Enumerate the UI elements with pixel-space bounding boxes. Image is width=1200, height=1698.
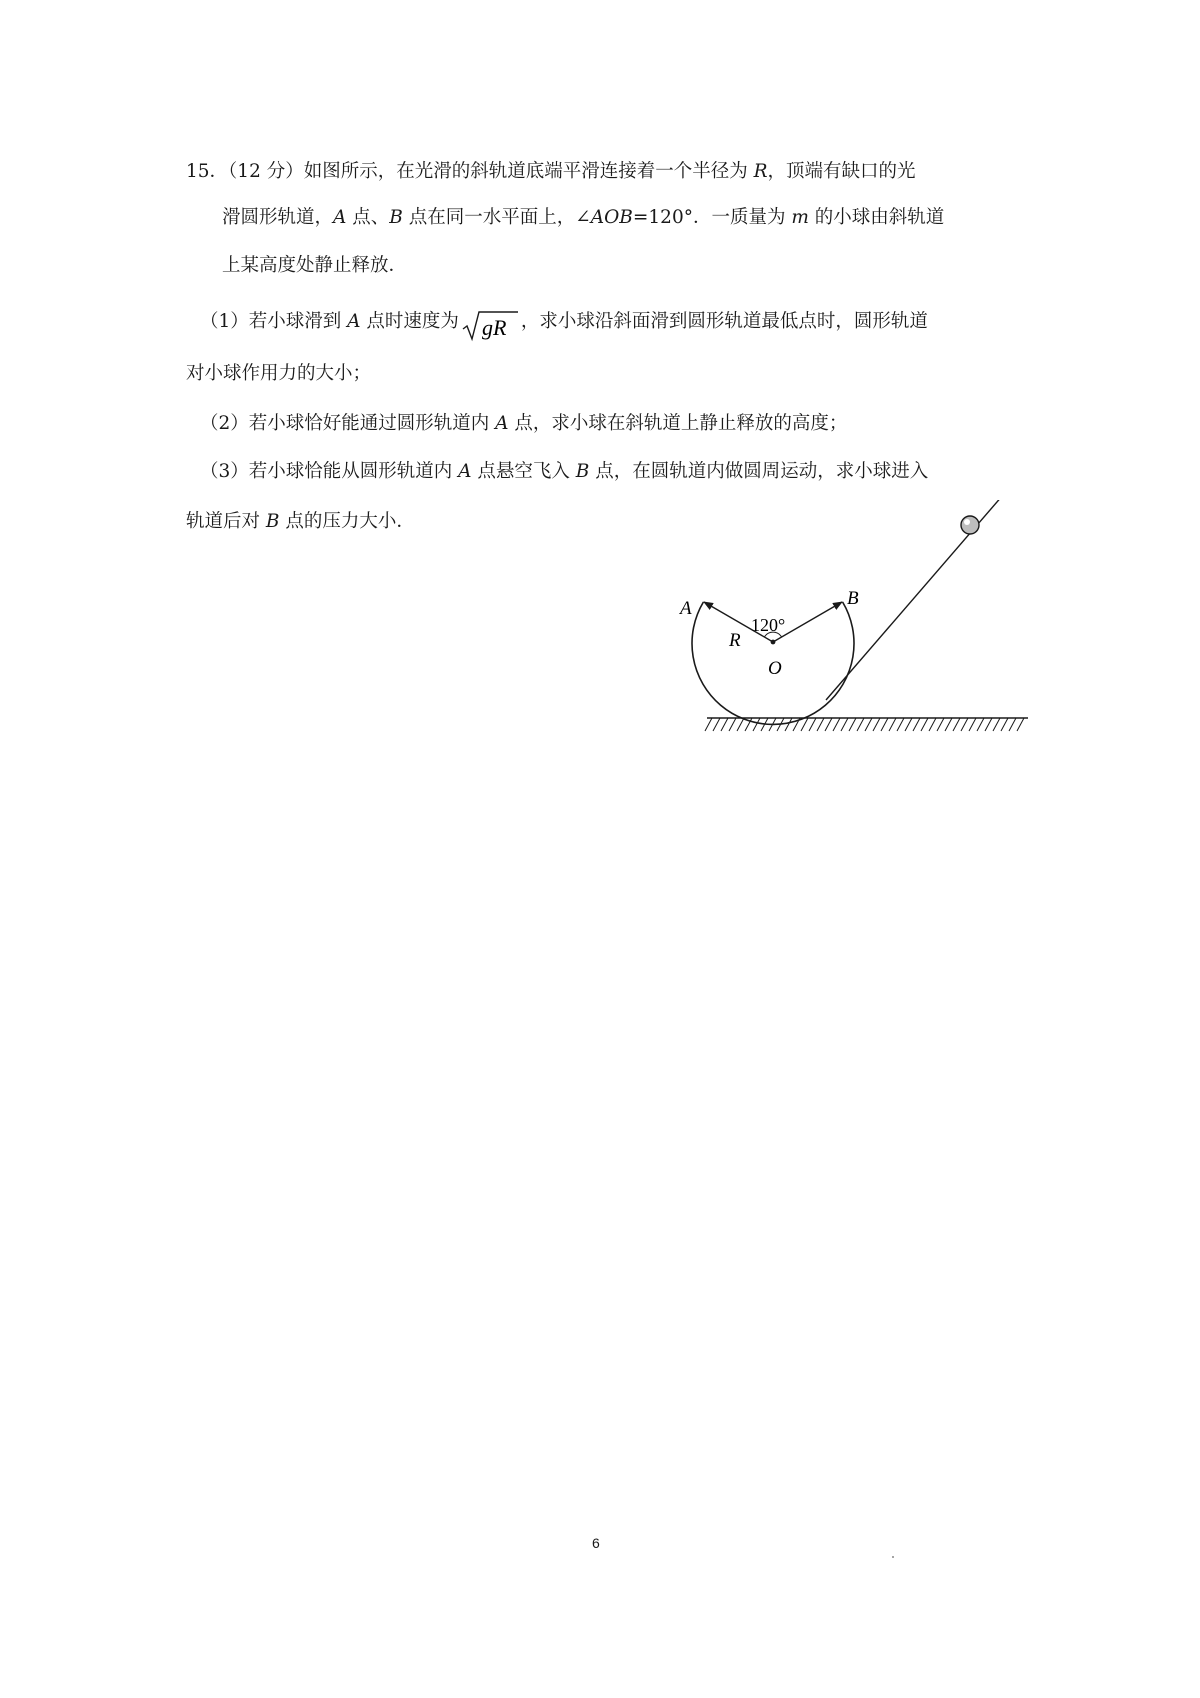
ground-hatch-mark bbox=[705, 718, 712, 731]
problem-number: 15． bbox=[186, 161, 229, 182]
question-2-line bbox=[200, 410, 847, 438]
q2-text: 点，求小球在斜轨道上静止释放的高度； bbox=[508, 413, 848, 434]
ground-hatch-mark bbox=[929, 718, 936, 731]
ground-hatch-mark bbox=[753, 718, 760, 731]
var-A: A bbox=[458, 461, 472, 482]
q3-text: （3）若小球恰能从圆形轨道内 bbox=[200, 461, 459, 482]
ground-hatch-mark bbox=[873, 718, 880, 731]
ground-hatch-mark bbox=[993, 718, 1000, 731]
page-number: 6 bbox=[592, 1535, 600, 1551]
q3-text: 轨道后对 bbox=[186, 511, 266, 532]
question-1-line-2 bbox=[186, 360, 371, 388]
ground-hatch-mark bbox=[737, 718, 744, 731]
ground-hatch-mark bbox=[857, 718, 864, 731]
label-B: B bbox=[847, 588, 859, 609]
q3-text: 点悬空飞入 bbox=[471, 461, 576, 482]
ground-hatch-mark bbox=[729, 718, 736, 731]
ground-hatch-mark bbox=[969, 718, 976, 731]
ground bbox=[705, 718, 1028, 731]
var-A: A bbox=[333, 207, 347, 228]
var-m: m bbox=[791, 207, 809, 228]
label-R: R bbox=[729, 630, 741, 651]
var-B: B bbox=[265, 511, 280, 532]
ground-hatch-mark bbox=[1001, 718, 1008, 731]
ground-hatch-mark bbox=[1017, 718, 1024, 731]
q1-text: 对小球作用力的大小； bbox=[186, 363, 372, 384]
ground-hatch-mark bbox=[849, 718, 856, 731]
q1-text: （1）若小球滑到 bbox=[200, 311, 348, 332]
scan-dot bbox=[892, 1556, 894, 1558]
stem-text: 上某高度处静止释放． bbox=[222, 255, 408, 276]
label-O: O bbox=[768, 658, 782, 679]
ground-hatch-mark bbox=[961, 718, 968, 731]
ground-hatch-mark bbox=[905, 718, 912, 731]
var-A: A bbox=[495, 413, 509, 434]
ball-highlight bbox=[964, 519, 970, 525]
q3-text: 点，在圆轨道内做圆周运动，求小球进入 bbox=[589, 461, 929, 482]
problem-stem-line-1 bbox=[186, 158, 916, 186]
ground-hatch-mark bbox=[841, 718, 848, 731]
question-1-line-1 bbox=[200, 308, 928, 342]
ground-hatch-mark bbox=[977, 718, 984, 731]
ground-hatch-mark bbox=[945, 718, 952, 731]
var-R: R bbox=[753, 161, 768, 182]
ground-hatch-mark bbox=[817, 718, 824, 731]
stem-text: 点在同一水平面上，∠ bbox=[402, 207, 591, 228]
q1-text: 点时速度为 bbox=[360, 311, 459, 332]
problem-stem-line-2 bbox=[222, 204, 944, 232]
problem-stem-line-3 bbox=[222, 252, 407, 280]
ground-hatch-mark bbox=[785, 718, 792, 731]
track-diagram bbox=[670, 500, 1040, 740]
stem-text: 点、 bbox=[346, 207, 390, 228]
ground-hatch-mark bbox=[721, 718, 728, 731]
var-B: B bbox=[575, 461, 590, 482]
problem-score: （12 分） bbox=[228, 161, 304, 182]
stem-text: ，顶端有缺口的光 bbox=[767, 161, 916, 182]
ground-hatch-mark bbox=[865, 718, 872, 731]
label-A: A bbox=[680, 598, 692, 619]
stem-text: 的小球由斜轨道 bbox=[808, 207, 945, 228]
ground-hatch-mark bbox=[897, 718, 904, 731]
stem-text: 滑圆形轨道， bbox=[222, 207, 334, 228]
q2-text: （2）若小球恰好能通过圆形轨道内 bbox=[200, 413, 496, 434]
ground-hatch-mark bbox=[953, 718, 960, 731]
sqrt-sign-icon bbox=[461, 310, 519, 342]
q3-text: 点的压力大小． bbox=[279, 511, 415, 532]
sqrt-expression bbox=[461, 310, 519, 342]
ground-hatch-mark bbox=[921, 718, 928, 731]
ground-hatch-mark bbox=[881, 718, 888, 731]
ground-hatch-mark bbox=[913, 718, 920, 731]
stem-text: 如图所示，在光滑的斜轨道底端平滑连接着一个半径为 bbox=[303, 161, 754, 182]
var-AOB: AOB bbox=[590, 207, 633, 228]
ground-hatch-mark bbox=[809, 718, 816, 731]
var-B: B bbox=[389, 207, 403, 228]
ball bbox=[961, 516, 979, 534]
ground-hatch-mark bbox=[825, 718, 832, 731]
question-3-line-2 bbox=[186, 508, 415, 536]
question-3-line-1 bbox=[200, 458, 928, 486]
sqrt-radicand: gR bbox=[481, 315, 507, 340]
ground-hatch-mark bbox=[985, 718, 992, 731]
ground-hatch-mark bbox=[1009, 718, 1016, 731]
ground-hatch-mark bbox=[937, 718, 944, 731]
q1-text: ，求小球沿斜面滑到圆形轨道最低点时，圆形轨道 bbox=[520, 311, 928, 332]
label-angle: 120° bbox=[751, 615, 786, 635]
stem-text: =120°．一质量为 bbox=[632, 207, 792, 228]
center-point bbox=[771, 640, 776, 645]
var-A: A bbox=[347, 311, 361, 332]
ground-hatch-mark bbox=[713, 718, 720, 731]
ground-hatch-mark bbox=[833, 718, 840, 731]
ground-hatch-mark bbox=[889, 718, 896, 731]
